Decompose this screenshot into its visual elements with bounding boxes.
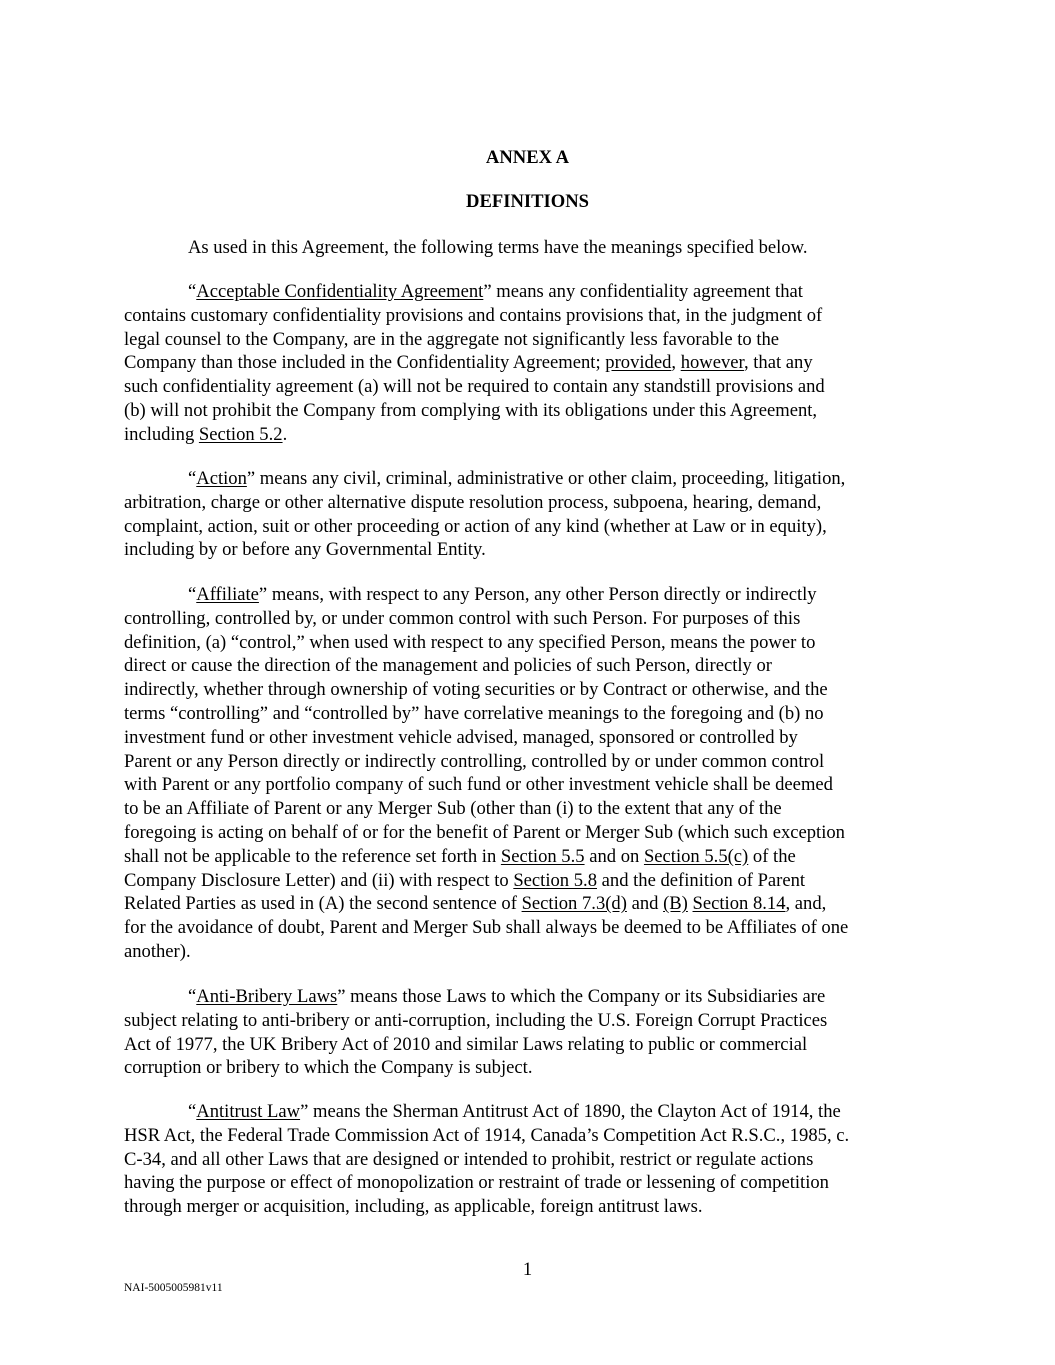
open-quote: “ [188,1101,197,1122]
definition-text: means any confidentiality agreement that [491,281,803,302]
section-reference: Section 8.14 [692,893,786,915]
page-number: 1 [522,1259,533,1280]
definition-text: , [671,352,681,374]
definitions-title: DEFINITIONS [466,191,589,212]
section-reference: Section 5.5 [500,845,585,867]
definition-line: such confidentiality agreement (a) will not be required to contain any standstill provisions and [124,376,825,398]
definition-text: and on [584,845,644,867]
definition-line: contains customary confidentiality provisions and contains provisions that, in the judgment of [124,304,823,326]
definition-line: C-34, and all other Laws that are designed or intended to prohibit, restrict or regulate actions [124,1148,814,1170]
open-quote: “ [188,986,197,1007]
defined-term: Anti-Bribery Laws [196,986,338,1007]
intro-text: As used in this Agreement, the following terms have the meanings specified below. [188,237,808,258]
definition-text: and [626,893,664,915]
definition-text: means any civil, criminal, administrative or other claim, proceeding, litigation, [255,468,846,489]
definition-text: means the Sherman Antitrust Act of 1890, the Clayton Act of 1914, the [308,1101,841,1122]
annex-title: ANNEX A [485,147,570,168]
definition-line: complaint, action, suit or other proceeding or action of any kind (whether at Law or in equity), [124,515,827,537]
definition-text: including [124,423,199,445]
definition-line: foregoing is acting on behalf of or for the benefit of Parent or Merger Sub (which such exception [124,821,845,843]
section-reference: Section 7.3(d) [521,893,627,915]
defined-term: Affiliate [196,584,259,605]
definition-antitrust-law [124,1100,944,1219]
definition-text: and the definition of Parent [597,869,806,891]
definition-action [124,467,944,562]
definition-line: HSR Act, the Federal Trade Commission Act of 1914, Canada’s Competition Act R.S.C., 1985, c. [124,1124,850,1146]
definition-line: terms “controlling” and “controlled by” have correlative meanings to the foregoing and (b) no [124,702,824,724]
definition-line: indirectly, whether through ownership of voting securities or by Contract or otherwise, and the [124,679,828,701]
document-id: NAI-5005005981v11 [124,1282,223,1294]
emphasis-however: however [680,352,744,374]
definition-affiliate [124,583,944,964]
definition-line: controlling, controlled by, or under common control with such Person. For purposes of this [124,607,801,629]
definition-text: Company than those included in the Confidentiality Agreement; [124,352,606,374]
definition-text: Company Disclosure Letter) and (ii) with respect to [124,869,514,891]
definition-text: . [282,423,288,445]
definition-line: corruption or bribery to which the Company is subject. [124,1057,533,1079]
open-quote: “ [188,584,197,605]
definition-line: (b) will not prohibit the Company from complying with its obligations under this Agreement, [124,399,818,421]
section-reference: Section 5.8 [513,869,597,891]
definition-line: for the avoidance of doubt, Parent and Merger Sub shall always be deemed to be Affiliates of one [124,917,849,939]
close-quote: ” [300,1101,309,1122]
definition-acceptable-confidentiality-agreement [124,280,944,447]
section-reference: Section 5.5(c) [643,845,749,867]
open-quote: “ [188,468,197,489]
definition-line: subject relating to anti-bribery or anti-corruption, including the U.S. Foreign Corrupt Practices [124,1009,828,1031]
definition-text: means those Laws to which the Company or its Subsidiaries are [345,986,826,1007]
definition-line: including by or before any Governmental Entity. [124,539,486,561]
close-quote: ” [258,584,268,605]
section-reference: Section 5.2 [198,423,283,445]
definition-line: having the purpose or effect of monopolization or restraint of trade or lessening of competition [124,1172,829,1194]
definition-text: Related Parties as used in (A) the second sentence of [124,893,522,915]
definition-line: through merger or acquisition, including, as applicable, foreign antitrust laws. [124,1196,703,1218]
close-quote: ” [246,468,256,489]
open-quote: “ [188,281,197,302]
definition-line: definition, (a) “control,” when used with respect to any specified Person, means the power to [124,631,816,653]
intro-paragraph [124,236,944,260]
definition-line: with Parent or any portfolio company of such fund or other investment vehicle shall be deemed [124,774,833,796]
close-quote: ” [337,986,346,1007]
definition-anti-bribery-laws [124,985,944,1080]
definition-line: to be an Affiliate of Parent or any Merger Sub (other than (i) to the extent that any of the [124,798,782,820]
definition-line: arbitration, charge or other alternative dispute resolution process, subpoena, hearing, demand, [124,491,822,513]
definition-text: of the [748,845,796,867]
clause-reference: (B) [663,893,688,915]
definition-line: direct or cause the direction of the management and policies of such Person, directly or [124,655,772,677]
definition-line: Parent or any Person directly or indirectly controlling, controlled by or under common control [124,750,825,772]
definition-line: another). [124,940,191,962]
definition-line: investment fund or other investment vehicle advised, managed, sponsored or controlled by [124,726,798,748]
definition-text: shall not be applicable to the reference set forth in [124,845,501,867]
definition-text: means, with respect to any Person, any other Person directly or indirectly [267,584,817,605]
definition-text: , and, [785,893,827,915]
close-quote: ” [483,281,492,302]
emphasis-provided: provided [605,352,672,374]
definition-text: , that any [743,352,813,374]
definition-line: Act of 1977, the UK Bribery Act of 2010 and similar Laws relating to public or commercial [124,1033,808,1055]
defined-term: Antitrust Law [196,1101,301,1122]
definition-line: legal counsel to the Company, are in the aggregate not significantly less favorable to the [124,328,780,350]
defined-term: Action [196,468,247,489]
defined-term: Acceptable Confidentiality Agreement [196,281,484,302]
